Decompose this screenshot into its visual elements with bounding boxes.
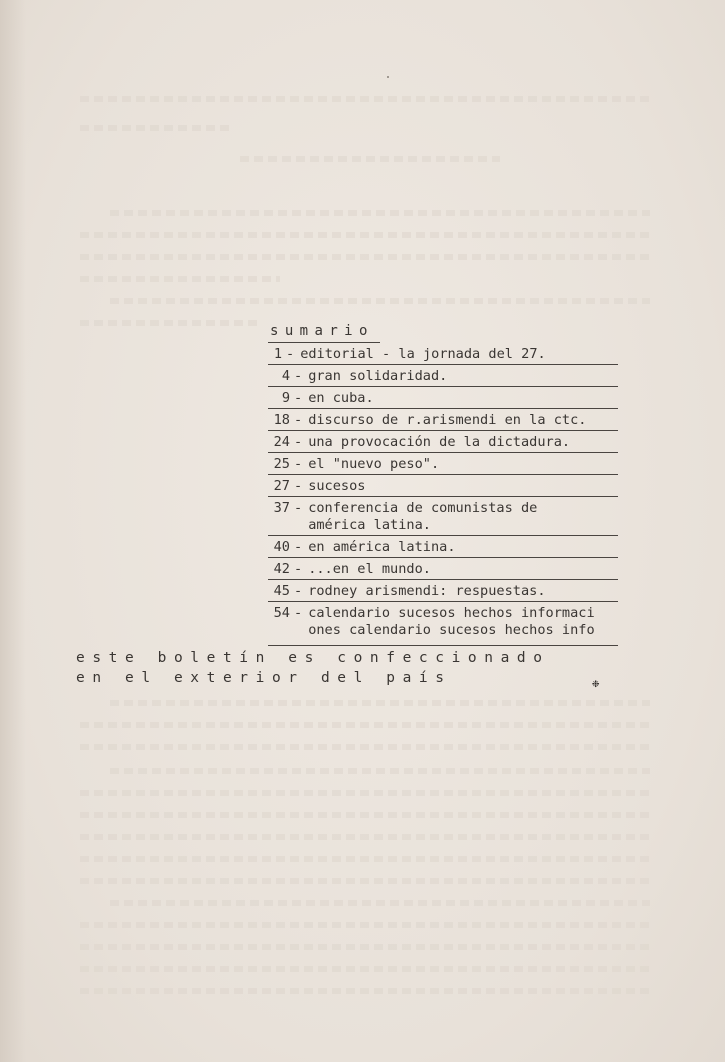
paper-speck <box>387 76 389 78</box>
toc-item <box>268 558 618 580</box>
toc-page-number: 1 <box>273 346 282 362</box>
toc-page-number: 25 <box>273 456 290 472</box>
bleed-through-line <box>80 988 650 994</box>
toc-item <box>268 475 618 497</box>
toc-page-number: 4 <box>281 368 290 384</box>
toc-bottom-rule <box>268 642 618 646</box>
bleed-through-line <box>80 744 650 750</box>
toc-item <box>268 387 618 409</box>
toc-dash: - <box>294 583 303 599</box>
toc-entry-text: ...en el mundo. <box>308 561 431 577</box>
toc-dash: - <box>294 412 303 428</box>
bleed-through-line <box>80 320 260 326</box>
toc-entry-text: conferencia de comunistas de américa latina. <box>308 500 538 533</box>
bleed-through-line <box>110 768 650 774</box>
bleed-through-line <box>80 96 650 102</box>
toc-item <box>268 453 618 475</box>
toc-dash: - <box>294 390 303 406</box>
toc-entry-text: en américa latina. <box>308 539 456 555</box>
toc-dash: - <box>294 434 303 450</box>
toc-entry-text: en cuba. <box>308 390 374 406</box>
toc-item <box>268 365 618 387</box>
toc-dash: - <box>294 605 303 621</box>
bleed-through-line <box>80 232 650 238</box>
footer-line-2: en el exterior del país <box>76 670 452 686</box>
toc-page-number: 42 <box>273 561 290 577</box>
toc-page-number: 9 <box>281 390 290 406</box>
bleed-through-line <box>110 900 650 906</box>
toc-page-number: 54 <box>273 605 290 621</box>
ink-blot-icon: ❉ <box>592 676 600 690</box>
toc-item <box>268 431 618 453</box>
toc-page-number: 24 <box>273 434 290 450</box>
bleed-through-line <box>80 276 280 282</box>
bleed-through-line <box>80 254 650 260</box>
toc-title: sumario <box>268 322 380 343</box>
toc-item <box>268 536 618 558</box>
bleed-through-line <box>110 700 650 706</box>
bleed-through-line <box>110 210 650 216</box>
toc-entry-text: gran solidaridad. <box>308 368 448 384</box>
toc-entry-text: rodney arismendi: respuestas. <box>308 583 546 599</box>
page-edge-shadow <box>0 0 26 1062</box>
toc-dash: - <box>294 539 303 555</box>
toc-item <box>268 343 618 365</box>
toc-dash: - <box>294 500 303 516</box>
bleed-through-line <box>80 812 650 818</box>
toc-entry-text: editorial - la jornada del 27. <box>300 346 546 362</box>
bleed-through-line <box>80 922 650 928</box>
toc-item <box>268 497 618 536</box>
bleed-through-line <box>110 298 650 304</box>
toc-entry-text: calendario sucesos hechos informaci ones calendario sucesos hechos info <box>308 605 595 638</box>
toc-page-number: 18 <box>273 412 290 428</box>
toc-page-number: 45 <box>273 583 290 599</box>
toc-dash: - <box>294 456 303 472</box>
table-of-contents <box>268 322 618 646</box>
bleed-through-line <box>80 966 650 972</box>
toc-item <box>268 580 618 602</box>
toc-page-number: 40 <box>273 539 290 555</box>
bleed-through-line <box>80 722 650 728</box>
bleed-through-line <box>240 156 500 162</box>
bleed-through-line <box>80 790 650 796</box>
bleed-through-line <box>80 944 650 950</box>
footer-note <box>76 648 550 688</box>
toc-entry-text: discurso de r.arismendi en la ctc. <box>308 412 587 428</box>
toc-item <box>268 409 618 431</box>
bleed-through-line <box>80 125 230 131</box>
toc-entry-text: una provocación de la dictadura. <box>308 434 571 450</box>
toc-entry-text: el "nuevo peso". <box>308 456 440 472</box>
toc-dash: - <box>294 478 303 494</box>
toc-dash: - <box>294 561 303 577</box>
footer-line-1: este boletín es confeccionado <box>76 650 550 666</box>
toc-dash: - <box>286 346 295 362</box>
bleed-through-line <box>80 878 650 884</box>
toc-entry-text: sucesos <box>308 478 366 494</box>
toc-item <box>268 602 618 640</box>
toc-page-number: 37 <box>273 500 290 516</box>
toc-page-number: 27 <box>273 478 290 494</box>
bleed-through-line <box>80 834 650 840</box>
bleed-through-line <box>80 856 650 862</box>
toc-dash: - <box>294 368 303 384</box>
